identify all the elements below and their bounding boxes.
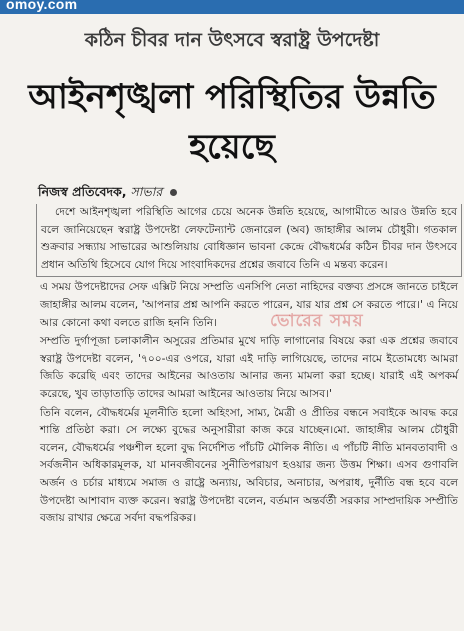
watermark-logo: ভোরের সময় [270,311,364,331]
byline [38,184,177,204]
article-body [40,204,458,529]
site-header-bar [0,0,464,14]
byline-place: সাভার [130,184,163,199]
byline-reporter: নিজস্ব প্রতিবেদক, [38,184,127,199]
article-paragraph: তিনি বলেন, বৌদ্ধধর্মের মূলনীতি হলো অহিংসা, সাম্য, মৈত্রী ও প্রীতির বন্ধনে সবাইকে আবদ্ধ করে শান্তি প্রতিষ্ঠা করা। সে লক্ষ্যে বুদ্ধের অনুসারীরা কাজ করে যাচ্ছেন।মো. জাহাঙ্গীর আলম চৌধুরী বলেন, বৌদ্ধধর্মের পঞ্চশীল হলো বুদ্ধ নির্দেশিত পাঁচটি মৌলিক নীতি। এ পাঁচটি নীতি মানবতাবাদী ও সর্বজনীন অধিকারমূলক, যা মানবজীবনের সুনীতিপরায়ণ হওয়ার জন্য উত্তম শিক্ষা। এসব গুণাবলি অর্জন ও চর্চার মাধ্যমে সমাজ ও রাষ্ট্রে অন্যায়, অবিচার, অনাচার, অপরাধ, দুর্নীতি বন্ধ হবে বলে উপদেষ্টা আশাবাদ ব্যক্ত করেন। স্বরাষ্ট্র উপদেষ্টা বলেন, বর্তমান অন্তর্বর্তী সরকার সাম্প্রদায়িক সম্প্রীতি বজায় রাখার ক্ষেত্রে সর্বদা বদ্ধপরিকর। [40,406,458,525]
article-subhead: কঠিন চীবর দান উৎসবে স্বরাষ্ট্র উপদেষ্টা [84,29,380,51]
bullet-icon [170,189,177,196]
article-paragraph: দেশে আইনশৃঙ্খলা পরিস্থিতি আগের চেয়ে অনেক উন্নতি হয়েছে, আগামীতে আরও উন্নতি হবে বলে জানিয়েছেন স্বরাষ্ট্র উপদেষ্টা লেফটেন্যান্ট জেনারেল (অব) জাহাঙ্গীর আলম চৌধুরী। গতকাল শুক্রবার সন্ধ্যায় সাভারের আশুলিয়ায় বোধিজ্ঞান ভাবনা কেন্দ্রে বৌদ্ধধর্মের কঠিন চীবর দান উৎসবে প্রধান অতিথি হিসেবে যোগ দিয়ে সাংবাদিকদের প্রশ্নের জবাবে তিনি এ মন্তব্য করেন। [36,204,462,277]
site-name[interactable]: omoy.com [6,0,78,12]
article-paragraph: সম্প্রতি দুর্গাপূজা চলাকালীন অসুরের প্রতিমার মুখে দাড়ি লাগানোর বিষয়ে করা এক প্রশ্নের জবাবে স্বরাষ্ট্র উপদেষ্টা বলেন, '৭০০-এর ওপরে, যারা এই দাড়ি লাগিয়েছে, তাদের নামে ইতোমধ্যে আমরা জিডি করেছি এবং তাদের আইনের আওতায় আনার জন্য মামলা করা হচ্ছে। যারাই এই অপকর্ম করেছে, খুব তাড়াতাড়ি তাদের আমরা আইনের আওতায় নিয়ে আসব।' [40,335,458,400]
article-paragraph: এ সময় উপদেষ্টাদের সেফ এক্সিট নিয়ে সম্প্রতি এনসিপি নেতা নাহিদের বক্তব্য প্রসঙ্গে জানতে চাইলে জাহাঙ্গীর আলম বলেন, 'আপনার প্রশ্ন আপনি করতে পারেন, যার যার প্রশ্ন সে করতে পারে।' এ নিয়ে আর কোনো কথা বলতে রাজি হননি তিনি। [40,281,458,329]
article-headline: আইনশৃঙ্খলা পরিস্থিতির উন্নতি হয়েছে [28,77,436,167]
